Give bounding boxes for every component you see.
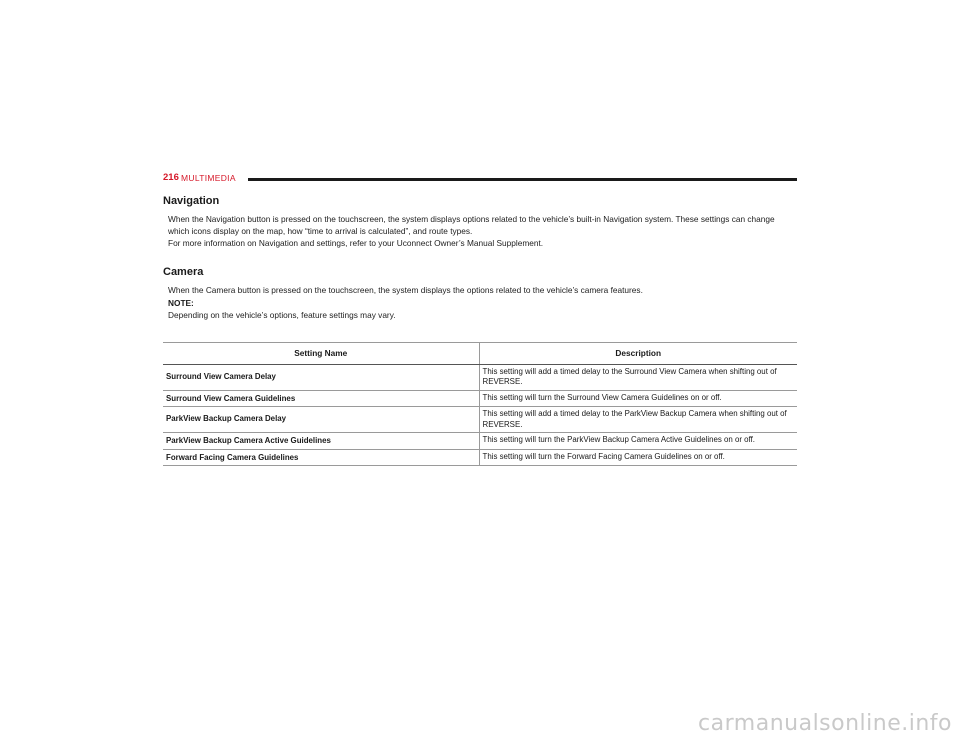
page-number: 216	[163, 172, 179, 183]
table-row	[163, 407, 797, 433]
table-row	[163, 433, 797, 450]
camera-heading: Camera	[163, 266, 204, 278]
camera-paragraph-1: When the Camera button is pressed on the touchscreen, the system displays the options related to the vehicle’s camera features.	[168, 285, 643, 295]
setting-name: ParkView Backup Camera Delay	[163, 407, 479, 433]
header-description: Description	[479, 343, 797, 365]
setting-description: This setting will turn the Forward Facing Camera Guidelines on or off.	[479, 449, 797, 466]
setting-name: Surround View Camera Delay	[163, 364, 479, 390]
navigation-paragraph-1: When the Navigation button is pressed on the touchscreen, the system displays options related to the vehicle’s built-in Navigation system. These settings can change which icons display on the map, how “time to arrival is calculated”, and route types.	[168, 214, 775, 236]
table-header-row	[163, 343, 797, 365]
setting-name: Forward Facing Camera Guidelines	[163, 449, 479, 466]
setting-description: This setting will turn the ParkView Backup Camera Active Guidelines on or off.	[479, 433, 797, 450]
header-setting-name: Setting Name	[163, 343, 479, 365]
page-header	[163, 171, 797, 185]
table-row	[163, 449, 797, 466]
setting-description: This setting will add a timed delay to the Surround View Camera when shifting out of REVERSE.	[479, 364, 797, 390]
note-label: NOTE:	[168, 298, 194, 308]
setting-description: This setting will add a timed delay to the ParkView Backup Camera when shifting out of REVERSE.	[479, 407, 797, 433]
header-rule	[248, 178, 797, 181]
camera-settings-table	[163, 342, 797, 466]
navigation-paragraph-2: For more information on Navigation and settings, refer to your Uconnect Owner’s Manual Supplement.	[168, 238, 544, 248]
table-row	[163, 364, 797, 390]
table-row	[163, 390, 797, 407]
note-text: Depending on the vehicle’s options, feature settings may vary.	[168, 310, 396, 320]
setting-name: Surround View Camera Guidelines	[163, 390, 479, 407]
setting-description: This setting will turn the Surround View Camera Guidelines on or off.	[479, 390, 797, 407]
watermark: carmanualsonline.info	[698, 711, 952, 736]
navigation-heading: Navigation	[163, 195, 220, 207]
section-label: MULTIMEDIA	[181, 173, 236, 183]
setting-name: ParkView Backup Camera Active Guidelines	[163, 433, 479, 450]
